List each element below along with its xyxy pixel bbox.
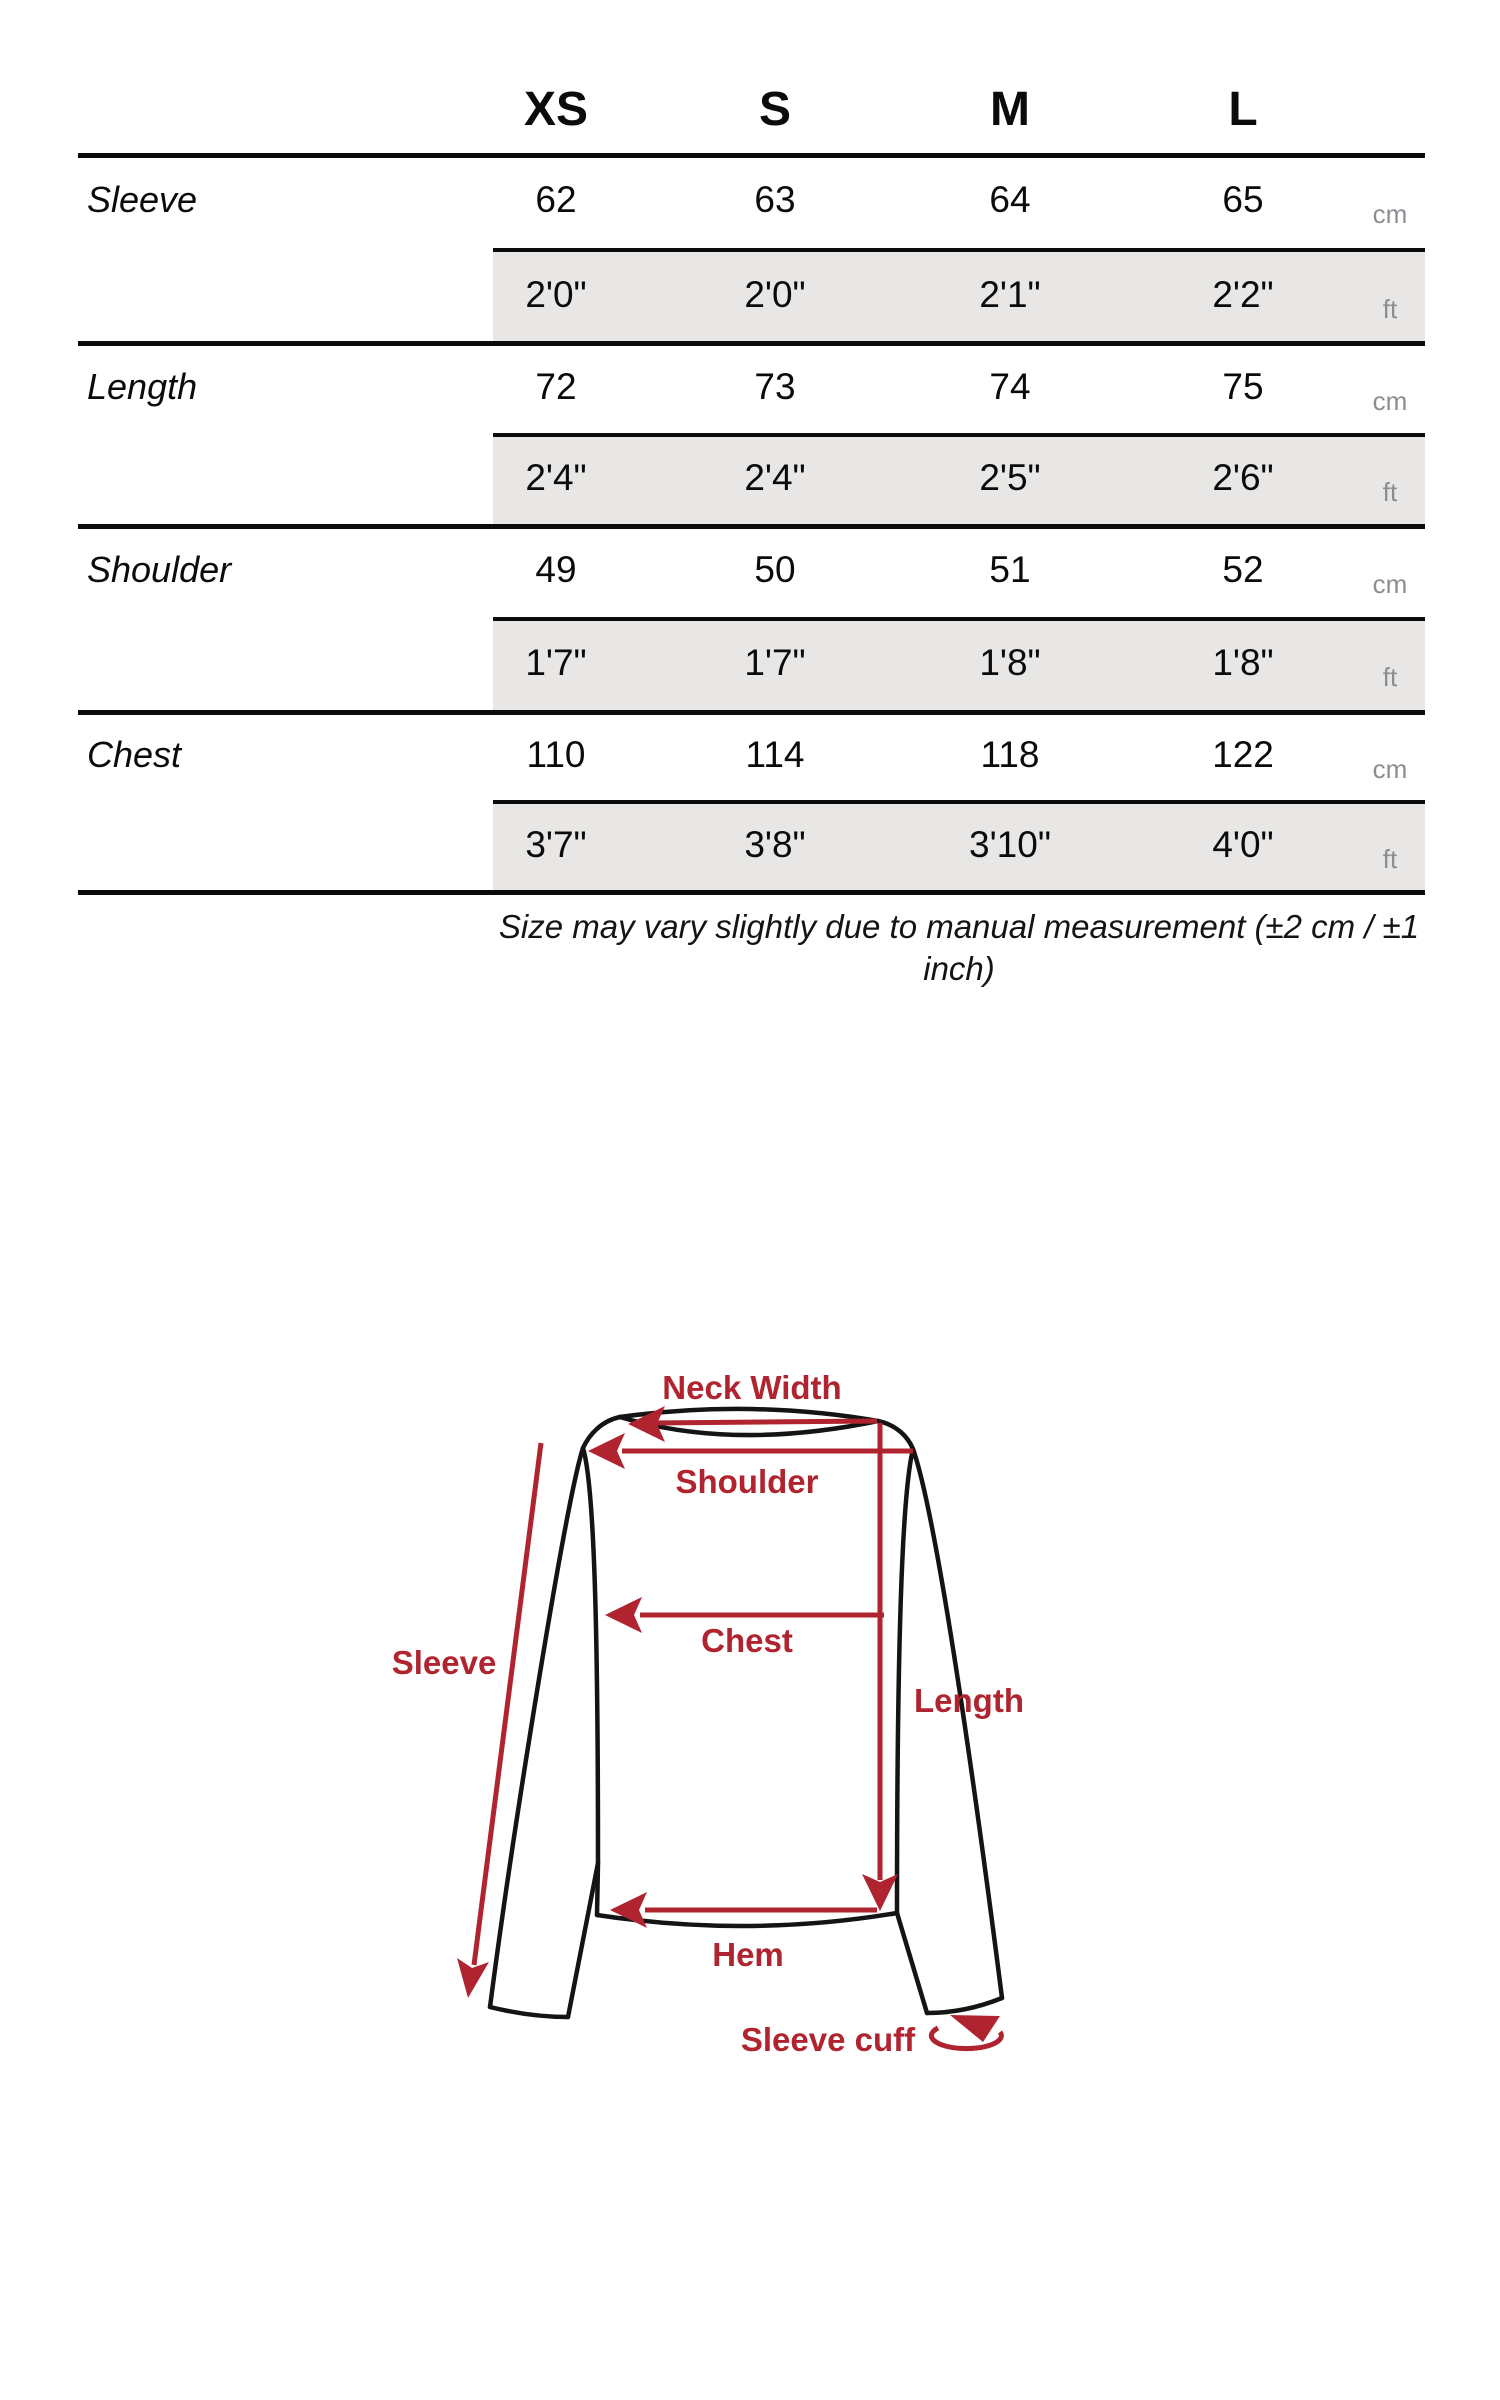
left-cuff-edge <box>490 2007 568 2017</box>
unit-cm-label: cm <box>1372 754 1408 784</box>
cm-value: 110 <box>526 734 586 775</box>
ft-value: 2'2" <box>1212 274 1274 315</box>
ft-value: 3'8" <box>744 824 806 865</box>
row-label: Sleeve <box>87 179 198 220</box>
ft-value: 4'0" <box>1212 824 1274 865</box>
shoulder-label: Shoulder <box>675 1463 819 1500</box>
ft-value: 2'6" <box>1212 457 1274 498</box>
cm-value: 65 <box>1222 179 1264 220</box>
cm-value: 49 <box>535 549 577 590</box>
row-label: Length <box>87 366 198 407</box>
cm-value: 122 <box>1212 734 1274 775</box>
unit-ft-label: ft <box>1382 662 1398 692</box>
ft-value: 3'7" <box>525 824 587 865</box>
sleeve-cuff-label: Sleeve cuff <box>740 2021 916 2058</box>
sleeve-label: Sleeve <box>391 1644 497 1681</box>
cm-value: 62 <box>535 179 577 220</box>
unit-cm-label: cm <box>1372 199 1408 229</box>
ft-value: 2'0" <box>744 274 806 315</box>
cm-value: 64 <box>989 179 1031 220</box>
size-column-header: XS <box>523 83 589 136</box>
right-cuff-edge <box>927 1998 1002 2013</box>
left-sleeve-inner-edge <box>568 1863 598 2017</box>
unit-cm-label: cm <box>1372 569 1408 599</box>
diagram-labels <box>392 1369 1024 2058</box>
size-column-header: S <box>758 83 791 136</box>
right-sleeve-inner-edge <box>897 1913 927 2013</box>
ft-value: 2'5" <box>979 457 1041 498</box>
right-body-seam <box>897 1449 913 1913</box>
cm-value: 52 <box>1222 549 1264 590</box>
measurement-footnote: Size may vary slightly due to manual measurement (±2 cm / ±1 inch) <box>498 908 1420 987</box>
unit-ft-label: ft <box>1382 294 1398 324</box>
sleeve-cuff-rotation-arc <box>931 2028 1001 2049</box>
cm-value: 74 <box>989 366 1031 407</box>
unit-cm-label: cm <box>1372 386 1408 416</box>
unit-ft-label: ft <box>1382 477 1398 507</box>
row-label: Chest <box>87 734 182 775</box>
ft-value: 2'0" <box>525 274 587 315</box>
chest-label: Chest <box>701 1622 793 1659</box>
hem-label: Hem <box>712 1936 784 1973</box>
unit-ft-label: ft <box>1382 844 1398 874</box>
cm-value: 72 <box>535 366 577 407</box>
left-body-seam <box>583 1448 598 1915</box>
ft-value: 1'8" <box>1212 642 1274 683</box>
ft-value: 1'7" <box>744 642 806 683</box>
cm-value: 114 <box>745 734 805 775</box>
size-column-header: L <box>1228 83 1258 136</box>
ft-value: 2'4" <box>525 457 587 498</box>
hem-arrowhead <box>610 1892 647 1928</box>
ft-value: 1'8" <box>979 642 1041 683</box>
left-sleeve-outer-edge <box>490 1417 620 2007</box>
row-label: Shoulder <box>87 549 232 590</box>
neck-width-arrow-line <box>652 1421 877 1423</box>
cm-value: 50 <box>754 549 796 590</box>
neck-width-label: Neck Width <box>662 1369 842 1406</box>
cm-value: 75 <box>1222 366 1264 407</box>
sleeve-cuff-arrowhead <box>950 2015 1000 2042</box>
ft-value: 2'1" <box>979 274 1041 315</box>
cm-value: 63 <box>754 179 796 220</box>
chest-arrowhead <box>605 1597 642 1633</box>
shoulder-arrowhead <box>588 1433 625 1469</box>
cm-value: 118 <box>980 734 1040 775</box>
ft-value: 2'4" <box>744 457 806 498</box>
size-column-header: M <box>990 83 1030 136</box>
length-label: Length <box>914 1682 1024 1719</box>
cm-value: 51 <box>989 549 1031 590</box>
ft-value: 1'7" <box>525 642 587 683</box>
ft-value: 3'10" <box>969 824 1051 865</box>
cm-value: 73 <box>754 366 796 407</box>
